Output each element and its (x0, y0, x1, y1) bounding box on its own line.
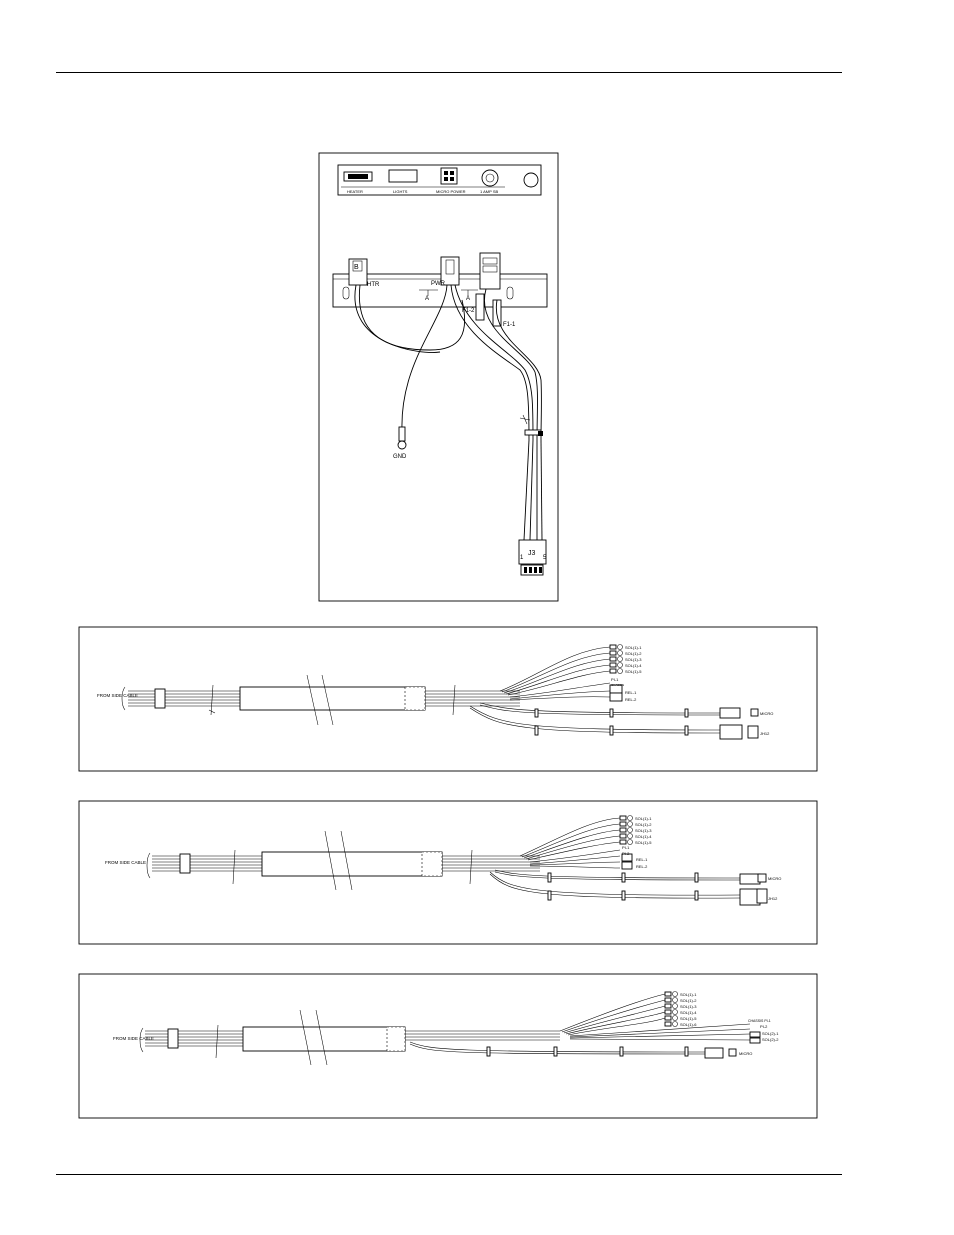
harness-diagram-3 (0, 970, 954, 1120)
harness-1-label-sol1-1: SOL(1)-1 (625, 645, 642, 650)
harness-2-label-sol1-5: SOL(1)-5 (635, 840, 652, 845)
harness-1-label-sol1-4: SOL(1)-4 (625, 663, 642, 668)
panel-label-micro-power: MICRO POWER (436, 189, 466, 194)
panel-label-lights: LIGHTS (393, 189, 408, 194)
harness-2-label-pi1: PI-1 (622, 845, 630, 850)
harness-1-label-rel2: REL-2 (625, 697, 637, 702)
lights-switch (389, 170, 417, 182)
harness-2-label-sol1-4: SOL(1)-4 (635, 834, 652, 839)
harness-1-label-chassis: CHASSIS (611, 683, 625, 687)
harness-3-label-sol1-2: SOL(1)-2 (680, 998, 697, 1003)
harness-2-label-sol1-1: SOL(1)-1 (635, 816, 652, 821)
harness-2-label-rel2: REL-2 (636, 864, 648, 869)
harness-3-label-sol1-6: SOL(1)-6 (680, 1022, 697, 1027)
harness-2-label-micro: MICRO (768, 876, 782, 881)
connector-label-htr: HTR (367, 282, 380, 288)
harness-3-label-chassis-pi1: CHASSIS PI-1 (748, 1019, 771, 1023)
harness-1-label-sol1-2: SOL(1)-2 (625, 651, 642, 656)
harness-3-label-sol2-2: SOL(2)-2 (762, 1037, 779, 1042)
connector-label-f1-2: F1-2 (462, 308, 475, 314)
j3-pin-5: 5 (543, 555, 547, 561)
panel-label-heater: HEATER (347, 189, 363, 194)
harness-1-label-jh12: JH12 (760, 731, 770, 736)
harness-1-label-micro: MICRO (760, 711, 774, 716)
harness-diagram-1 (0, 625, 954, 775)
harness-3-label-sol1-1: SOL(1)-1 (680, 992, 697, 997)
harness-3-label-micro: MICRO (739, 1051, 753, 1056)
pilot-lamp-icon (524, 173, 538, 187)
section-marker-a-right: A (466, 296, 471, 302)
connector-label-b: B (354, 264, 359, 271)
harness-3-label-sol1-4: SOL(1)-4 (680, 1010, 697, 1015)
harness-2-label-rel1: REL-1 (636, 857, 648, 862)
harness-1-label-sol1-5: SOL(1)-5 (625, 669, 642, 674)
harness-1-source: FROM SIDE CABLE (97, 693, 139, 698)
htr-connector (349, 259, 367, 285)
harness-1-label-pi1: PI-1 (611, 677, 619, 682)
harness-2-label-sol1-3: SOL(1)-3 (635, 828, 652, 833)
micro-power-socket (441, 168, 457, 184)
harness-diagram-2 (0, 798, 954, 948)
harness-3-label-sol1-3: SOL(1)-3 (680, 1004, 697, 1009)
harness-1-label-rel1: REL-1 (625, 690, 637, 695)
fuse-holder-icon (482, 170, 498, 186)
harness-1-label-sol1-3: SOL(1)-3 (625, 657, 642, 662)
panel-label-fuse: 1 AMP SB (480, 189, 499, 194)
j3-pin-1: 1 (520, 555, 524, 561)
harness-3-source: FROM SIDE CABLE (113, 1036, 155, 1041)
harness-2-source: FROM SIDE CABLE (105, 860, 147, 865)
harness-3-label-sol2-1: SOL(2)-1 (762, 1031, 779, 1036)
connector-label-pwr: PWR (431, 281, 445, 287)
harness-3-label-pi2: PI-2 (760, 1024, 768, 1029)
footer-rule (56, 1174, 842, 1175)
section-marker-a-left: A (425, 296, 430, 302)
connector-label-f1-1: F1-1 (503, 322, 516, 328)
harness-2-label-pi2: PI-2 (622, 851, 630, 856)
gnd-label: GND (393, 454, 407, 460)
j3-label: J3 (528, 550, 536, 557)
harness-3-label-sol1-5: SOL(1)-5 (680, 1016, 697, 1021)
harness-2-label-jh12: JH12 (768, 896, 778, 901)
harness-2-label-sol1-2: SOL(1)-2 (635, 822, 652, 827)
